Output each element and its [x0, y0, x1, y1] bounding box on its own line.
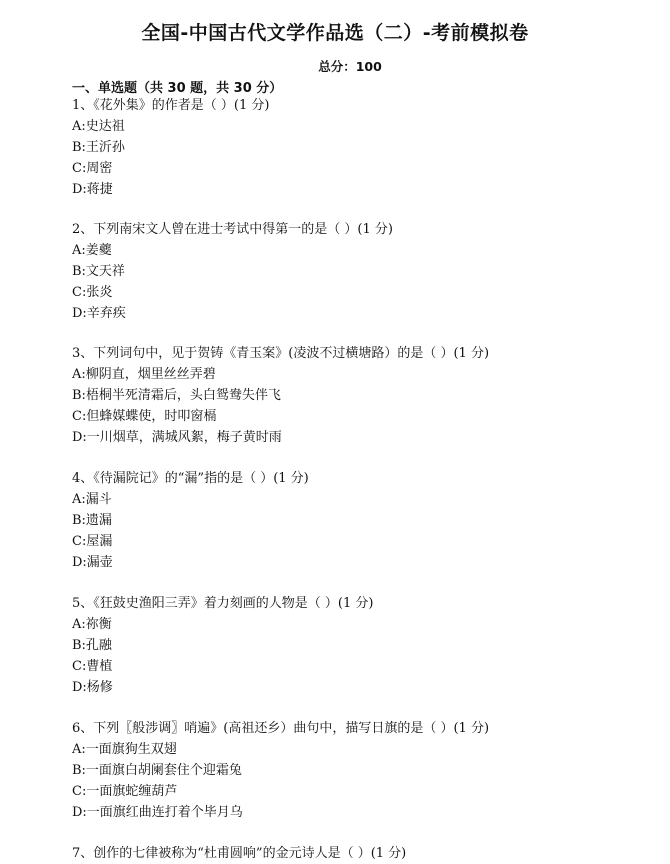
option-d: D:蒋捷 [72, 182, 113, 197]
option-d: D:辛弃疾 [72, 306, 126, 321]
question-stem: 5、《狂鼓史渔阳三弄》着力刻画的人物是（ ）(1 分) [72, 596, 374, 611]
section-heading: 一、单选题（共 30 题，共 30 分） [72, 81, 283, 96]
option-c: C:屋漏 [72, 534, 113, 549]
question-5 [72, 593, 373, 698]
option-b: B:文天祥 [72, 264, 125, 279]
option-a: A:史达祖 [72, 119, 125, 134]
page-title: 全国-中国古代文学作品选（二）-考前模拟卷 [141, 22, 529, 44]
question-4 [72, 468, 309, 573]
option-b: B:王沂孙 [72, 140, 125, 155]
option-b: B:梧桐半死清霜后，头白鸳鸯失伴飞 [72, 388, 281, 403]
option-d: D:一川烟草，满城风絮，梅子黄时雨 [72, 430, 282, 445]
question-stem: 1、《花外集》的作者是（ ）(1 分) [72, 98, 270, 113]
question-6 [72, 718, 489, 823]
option-a: A:祢衡 [72, 617, 112, 632]
question-7-partial: 7、创作的七律被称为“杜甫圆响”的金元诗人是（ ）(1 分) [72, 846, 407, 861]
option-b: B:一面旗白胡阑套住个迎霜兔 [72, 763, 242, 778]
option-b: B:遗漏 [72, 513, 112, 528]
question-stem: 4、《待漏院记》的“漏”指的是（ ）(1 分) [72, 471, 309, 486]
total-score: 总分：100 [318, 59, 382, 74]
question-1 [72, 95, 269, 200]
option-c: C:但蜂媒蝶使，时叩窗槅 [72, 409, 217, 424]
question-2 [72, 219, 393, 324]
option-d: D:一面旗红曲连打着个毕月乌 [72, 805, 243, 820]
question-stem: 6、下列〖般涉调〗哨遍》(高祖还乡）曲句中，描写日旗的是（ ）(1 分) [72, 721, 490, 736]
option-c: C:一面旗蛇缠葫芦 [72, 784, 178, 799]
option-a: A:柳阴直，烟里丝丝弄碧 [72, 367, 216, 382]
option-c: C:张炎 [72, 285, 113, 300]
option-a: A:漏斗 [72, 492, 112, 507]
question-stem: 2、下列南宋文人曾在进士考试中得第一的是（ ）(1 分) [72, 222, 393, 237]
option-c: C:曹植 [72, 659, 113, 674]
option-b: B:孔融 [72, 638, 112, 653]
option-d: D:杨修 [72, 680, 113, 695]
option-c: C:周密 [72, 161, 113, 176]
option-a: A:姜夔 [72, 243, 112, 258]
option-d: D:漏壶 [72, 555, 113, 570]
question-stem: 3、下列词句中，见于贺铸《青玉案》(凌波不过横塘路）的是（ ）(1 分) [72, 346, 490, 361]
option-a: A:一面旗狗生双翅 [72, 742, 177, 757]
question-3 [72, 343, 489, 448]
